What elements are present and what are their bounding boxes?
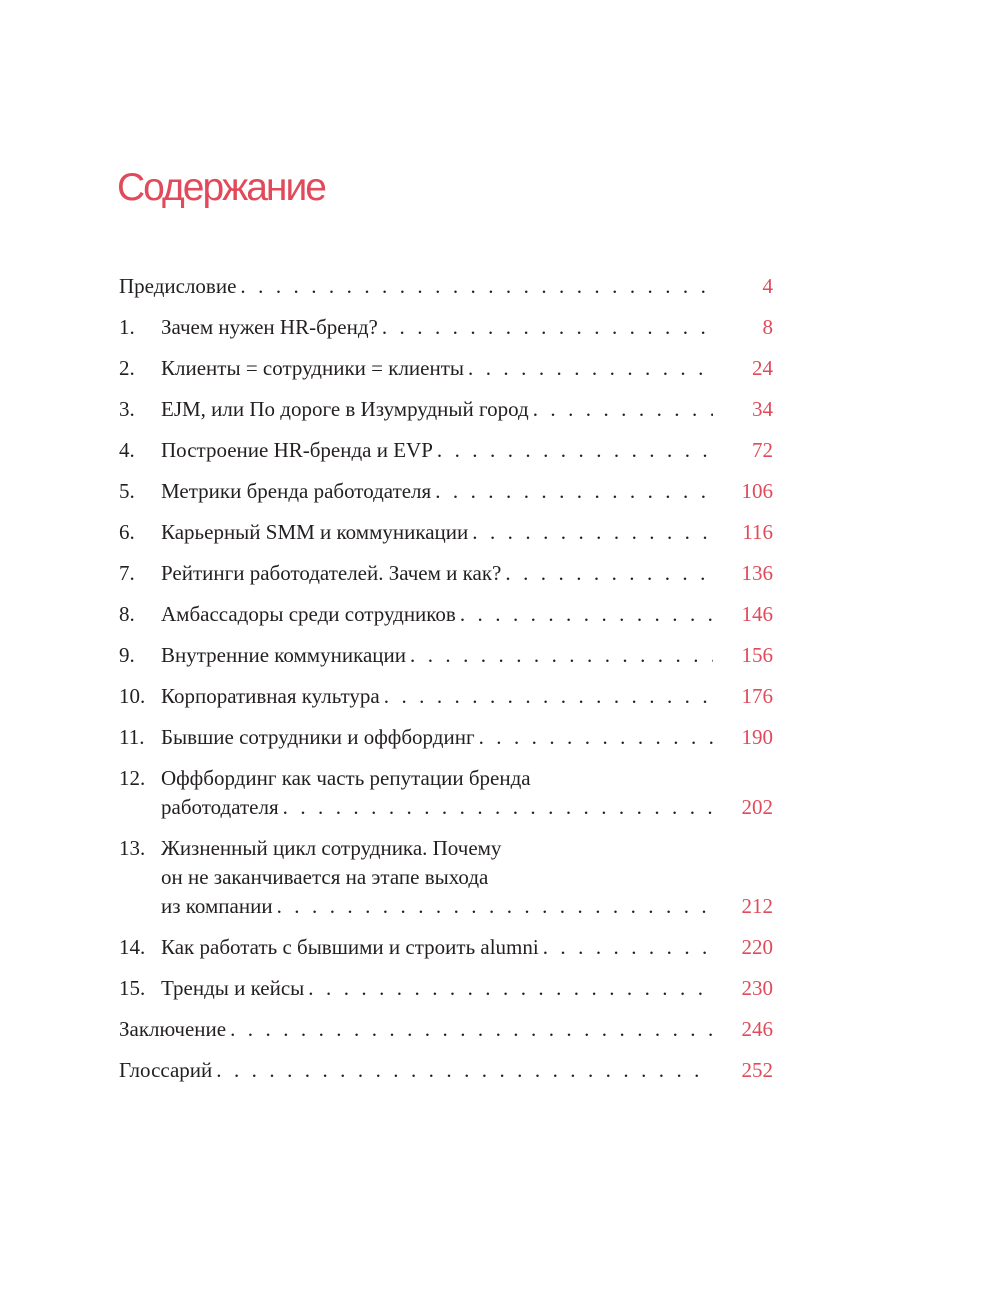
toc-entry-page-number: 4 — [762, 274, 773, 298]
toc-entry-title-line: Заключение — [119, 1017, 227, 1041]
toc-entry-number: 1. — [119, 315, 135, 339]
toc-entry-number: 15. — [119, 976, 146, 1000]
dot-leader — [240, 272, 713, 301]
toc-entry-title — [161, 723, 725, 752]
dot-leader — [216, 1056, 713, 1085]
toc-entry-number: 8. — [119, 602, 135, 626]
toc-entry[interactable] — [119, 974, 773, 1003]
toc-entry[interactable] — [119, 1015, 773, 1044]
toc-entry-title-line: Клиенты = сотрудники = клиенты — [161, 356, 465, 380]
toc-entry-title-line: Зачем нужен HR-бренд? — [161, 315, 378, 339]
toc-entry-title-line: EJM, или По дороге в Изумрудный город — [161, 397, 529, 421]
toc-entry-page-number: 116 — [742, 520, 773, 544]
toc-entry[interactable] — [119, 559, 773, 588]
dot-leader — [437, 436, 713, 465]
toc-entry-title — [119, 1015, 725, 1044]
toc-entry-page-number: 246 — [741, 1017, 773, 1041]
toc-entry-title-line: Амбассадоры среди сотрудников — [161, 602, 456, 626]
toc-entry-number: 9. — [119, 643, 135, 667]
toc-entry-title — [161, 764, 725, 822]
toc-entry-number: 6. — [119, 520, 135, 544]
toc-entry-title — [161, 395, 725, 424]
toc-entry-title-line: Метрики бренда работодателя — [161, 479, 432, 503]
toc-entry[interactable] — [119, 682, 773, 711]
dot-leader — [283, 793, 713, 822]
toc-entry-title — [161, 313, 725, 342]
dot-leader — [384, 682, 713, 711]
toc-entry-title — [161, 518, 725, 547]
toc-entry-number: 4. — [119, 438, 135, 462]
dot-leader — [533, 395, 713, 424]
table-of-contents — [119, 272, 773, 1097]
toc-entry-page-number: 146 — [741, 602, 773, 626]
toc-entry-page-number: 230 — [741, 976, 773, 1000]
toc-entry-title — [161, 477, 725, 506]
toc-entry-title — [161, 641, 725, 670]
toc-entry[interactable] — [119, 764, 773, 822]
toc-entry[interactable] — [119, 518, 773, 547]
toc-entry-title-line: Глоссарий — [119, 1058, 213, 1082]
toc-entry-page-number: 220 — [741, 935, 773, 959]
toc-entry-page-number: 176 — [741, 684, 773, 708]
toc-entry[interactable] — [119, 395, 773, 424]
dot-leader — [479, 723, 713, 752]
toc-entry[interactable] — [119, 641, 773, 670]
dot-leader — [543, 933, 713, 962]
toc-entry-number: 13. — [119, 836, 146, 860]
toc-entry-page-number: 72 — [752, 438, 773, 462]
toc-entry[interactable] — [119, 600, 773, 629]
toc-entry-number: 14. — [119, 935, 146, 959]
toc-entry-title — [161, 600, 725, 629]
toc-entry-title-line: Рейтинги работодателей. Зачем и как? — [161, 561, 502, 585]
toc-entry-title — [161, 436, 725, 465]
toc-entry-title — [161, 559, 725, 588]
toc-entry-page-number: 156 — [741, 643, 773, 667]
toc-entry-number: 12. — [119, 766, 146, 790]
toc-entry-title — [161, 354, 725, 383]
toc-entry-title-line: работодателя — [161, 795, 279, 819]
dot-leader — [505, 559, 713, 588]
toc-entry-number: 5. — [119, 479, 135, 503]
toc-entry-number: 11. — [119, 725, 145, 749]
toc-entry-title — [161, 974, 725, 1003]
toc-entry-title-line: он не заканчивается на этапе выхода — [161, 865, 489, 889]
toc-entry[interactable] — [119, 933, 773, 962]
toc-entry-title — [119, 272, 725, 301]
page-title: Содержание — [117, 166, 325, 209]
toc-entry-page-number: 190 — [741, 725, 773, 749]
toc-entry-title — [161, 834, 725, 921]
toc-entry[interactable] — [119, 313, 773, 342]
toc-entry-page-number: 252 — [741, 1058, 773, 1082]
toc-entry-title-line: Как работать с бывшими и строить alumni — [161, 935, 539, 959]
toc-entry-title-line: Тренды и кейсы — [161, 976, 305, 1000]
toc-entry-title — [119, 1056, 725, 1085]
dot-leader — [410, 641, 713, 670]
toc-entry-number: 10. — [119, 684, 146, 708]
dot-leader — [435, 477, 713, 506]
toc-entry-title-line: Жизненный цикл сотрудника. Почему — [161, 836, 502, 860]
toc-entry-page-number: 106 — [741, 479, 773, 503]
toc-entry-page-number: 34 — [752, 397, 773, 421]
toc-entry[interactable] — [119, 723, 773, 752]
toc-entry-page-number: 24 — [752, 356, 773, 380]
dot-leader — [308, 974, 713, 1003]
toc-entry-page-number: 202 — [741, 795, 773, 819]
dot-leader — [230, 1015, 713, 1044]
toc-entry-number: 7. — [119, 561, 135, 585]
toc-entry[interactable] — [119, 272, 773, 301]
toc-entry-page-number: 8 — [762, 315, 773, 339]
toc-entry-title-line: из компании — [161, 894, 273, 918]
toc-entry-number: 3. — [119, 397, 135, 421]
toc-entry-number: 2. — [119, 356, 135, 380]
toc-entry-title — [161, 682, 725, 711]
toc-entry-page-number: 212 — [741, 894, 773, 918]
toc-entry-title-line: Корпоративная культура — [161, 684, 380, 708]
toc-entry-title — [161, 933, 725, 962]
toc-entry[interactable] — [119, 354, 773, 383]
dot-leader — [460, 600, 713, 629]
dot-leader — [468, 354, 713, 383]
toc-entry-title-line: Карьерный SMM и коммуникации — [161, 520, 469, 544]
toc-entry-title-line: Бывшие сотрудники и оффбординг — [161, 725, 475, 749]
toc-entry[interactable] — [119, 436, 773, 465]
dot-leader — [472, 518, 713, 547]
toc-entry-page-number: 136 — [741, 561, 773, 585]
toc-entry-title-line: Оффбординг как часть репутации бренда — [161, 766, 531, 790]
toc-entry[interactable] — [119, 1056, 773, 1085]
dot-leader — [382, 313, 713, 342]
toc-entry[interactable] — [119, 477, 773, 506]
toc-entry[interactable] — [119, 834, 773, 921]
toc-entry-title-line: Предисловие — [119, 274, 237, 298]
toc-entry-title-line: Построение HR-бренда и EVP — [161, 438, 433, 462]
toc-entry-title-line: Внутренние коммуникации — [161, 643, 406, 667]
dot-leader — [277, 892, 713, 921]
